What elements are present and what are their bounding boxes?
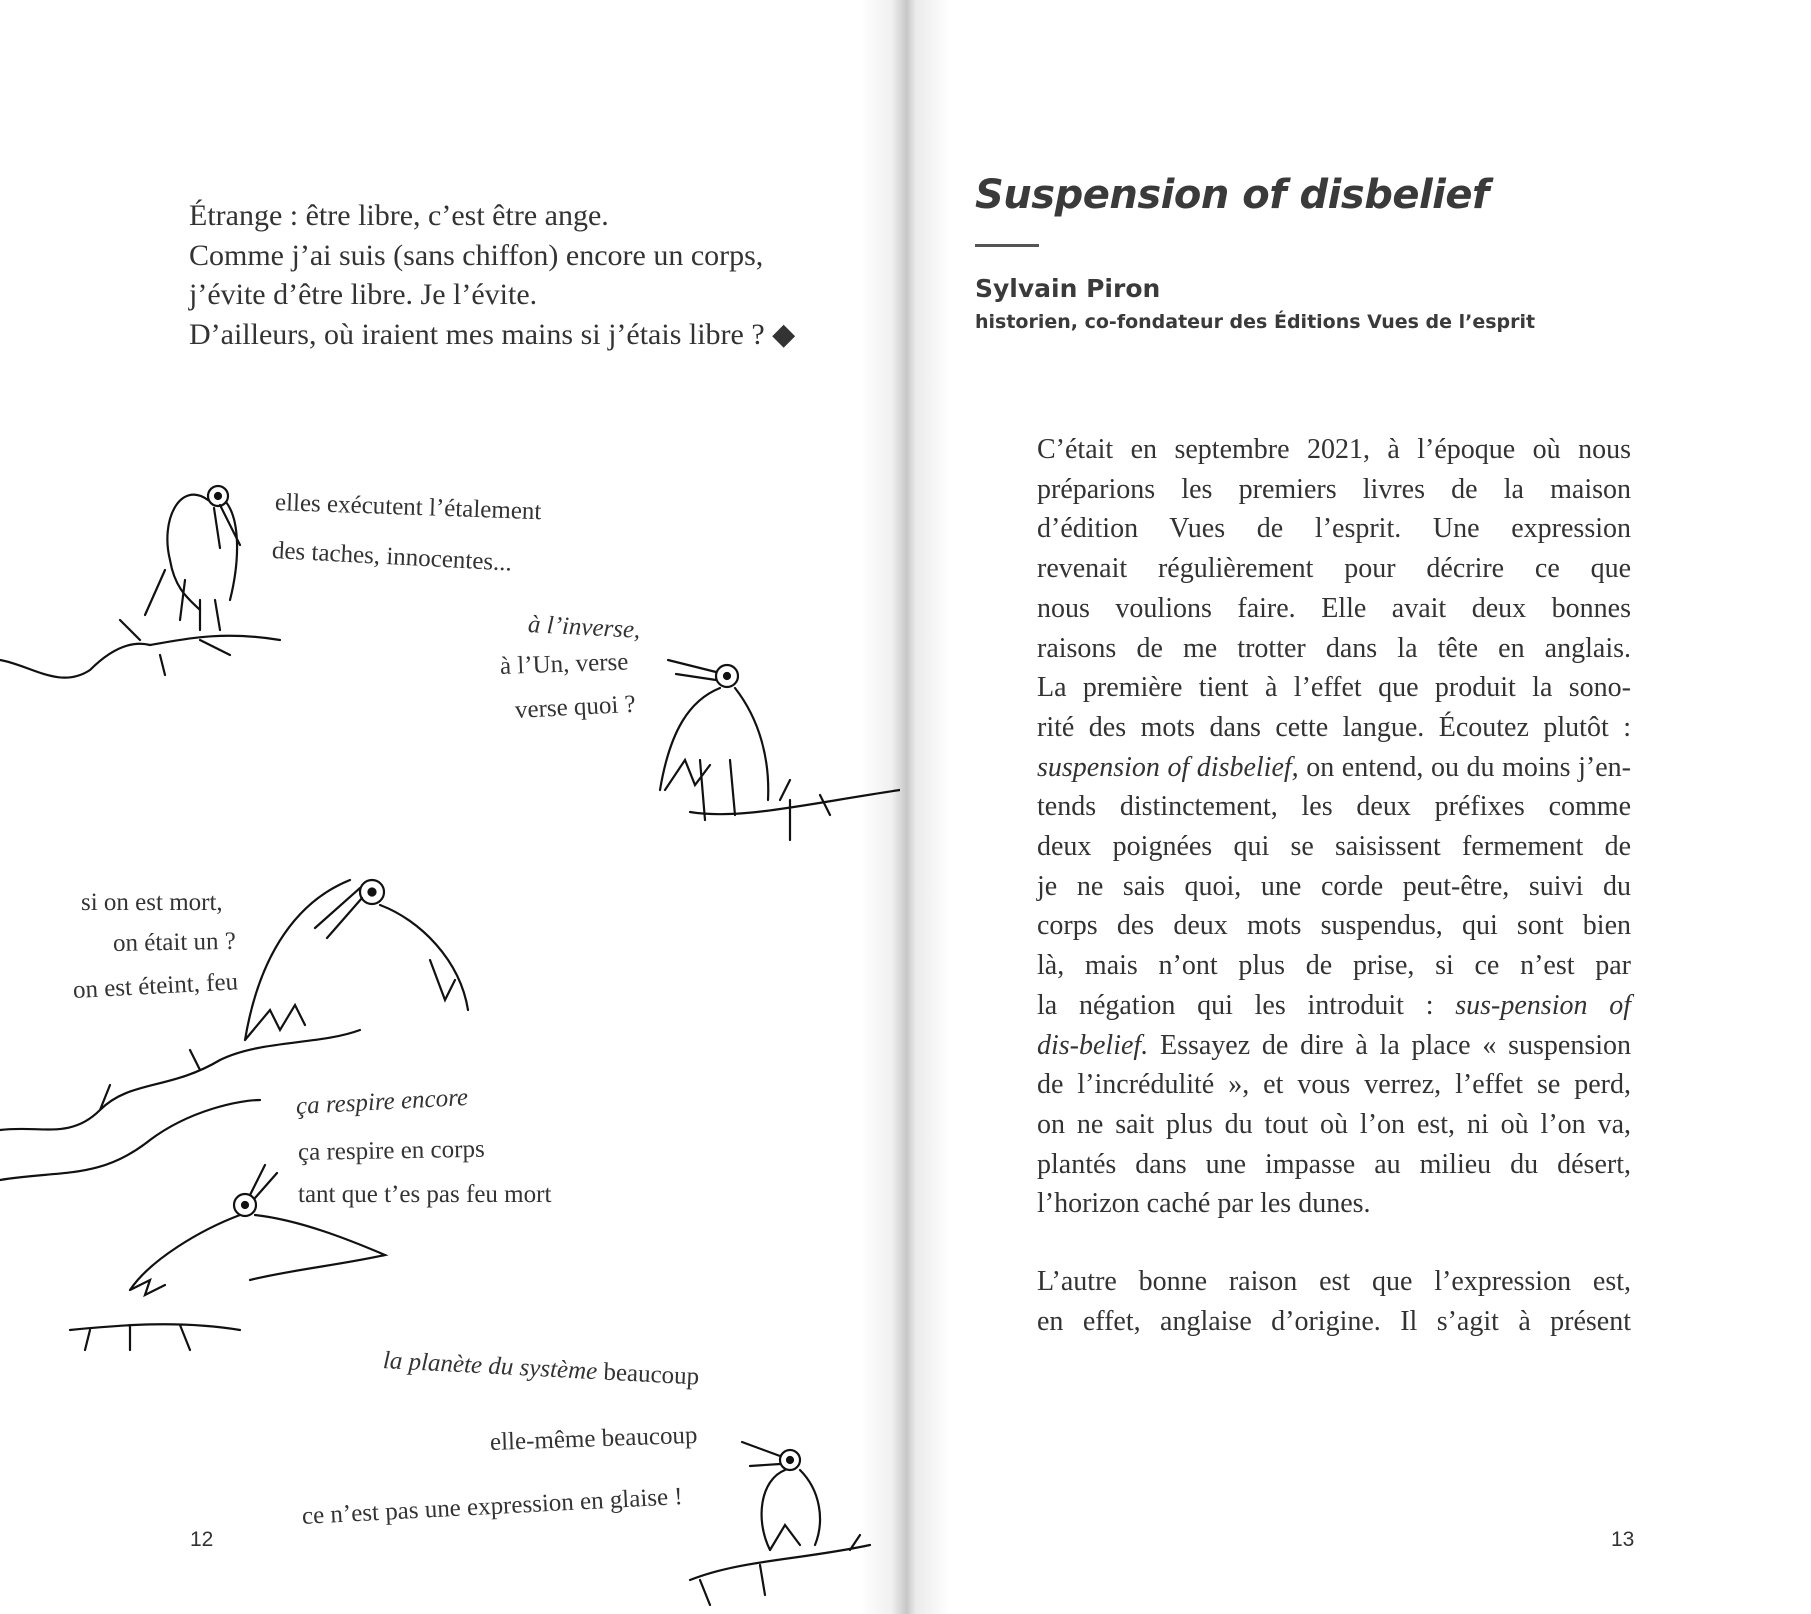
text: en effet, anglaise d’origine. Il s’agit à présent bbox=[1037, 1305, 1631, 1337]
italic-text: suspension of disbelief, bbox=[1037, 751, 1299, 783]
body-paragraph bbox=[1037, 430, 1631, 1224]
text-line bbox=[1037, 470, 1631, 510]
poem-line: Comme j’ai suis (sans chiffon) encore un corps, bbox=[189, 238, 764, 272]
text-line bbox=[1037, 589, 1631, 629]
text: C’était en septembre 2021, à l’époque où nous bbox=[1037, 434, 1631, 465]
text: on entend, ou du moins j’en- bbox=[1298, 751, 1631, 783]
text-line bbox=[1037, 748, 1631, 788]
text: de l’incrédulité », et vous verrez, l’effet se perd, bbox=[1037, 1069, 1631, 1101]
text: on ne sait plus du tout où l’on est, ni où l’on va, bbox=[1037, 1108, 1631, 1140]
italic-text: dis-belief. bbox=[1037, 1029, 1149, 1061]
text: deux poignées qui se saisissent fermement de bbox=[1037, 831, 1631, 863]
poem-line: D’ailleurs, où iraient mes mains si j’étais libre ? ◆ bbox=[189, 317, 796, 351]
bird-illustration-3 bbox=[0, 880, 468, 1180]
text: revenait régulièrement pour décrire ce que bbox=[1037, 553, 1631, 585]
scribble-text: verse quoi ? bbox=[514, 690, 637, 724]
scribble-text: ça respire encore bbox=[295, 1084, 469, 1120]
scribble-text: elles exécutent l’étalement bbox=[274, 489, 542, 526]
text-line bbox=[1037, 1184, 1631, 1224]
scribble-roman: beaucoup bbox=[596, 1358, 700, 1391]
text-line bbox=[1037, 1026, 1631, 1066]
text: raisons de me trotter dans la tête en anglais. bbox=[1037, 632, 1631, 664]
text-line bbox=[1037, 1145, 1631, 1185]
text-line bbox=[1037, 906, 1631, 946]
text-line bbox=[1037, 708, 1631, 748]
scribble-italic: la planète du système bbox=[382, 1347, 598, 1386]
text-line bbox=[1037, 1065, 1631, 1105]
scribble-text: à l’Un, verse bbox=[499, 648, 629, 680]
scribble-text: elle-même beaucoup bbox=[489, 1421, 698, 1456]
italic-text: sus-pension of bbox=[1455, 989, 1632, 1021]
title-divider bbox=[975, 244, 1039, 247]
text: l’horizon caché par les dunes. bbox=[1037, 1188, 1371, 1220]
text: là, mais n’ont plus de prise, si ce n’est par bbox=[1037, 950, 1631, 982]
text: tends distinctement, les deux préfixes comme bbox=[1037, 791, 1631, 823]
text-line bbox=[1037, 629, 1631, 669]
article-title: Suspension of disbelief bbox=[975, 172, 1489, 218]
scribble-text: tant que t’es pas feu mort bbox=[298, 1181, 552, 1208]
poem-line: Étrange : être libre, c’est être ange. bbox=[189, 199, 609, 232]
left-page bbox=[0, 0, 900, 1614]
text: la négation qui les introduit : bbox=[1037, 989, 1456, 1021]
scribble-text: on était un ? bbox=[112, 927, 237, 957]
text: préparions les premiers livres de la maison bbox=[1037, 473, 1631, 505]
text: rité des mots dans cette langue. Écoutez plutôt : bbox=[1037, 711, 1631, 743]
author-role: historien, co-fondateur des Éditions Vues de l’esprit bbox=[975, 311, 1536, 333]
scribble-text: à l’inverse, bbox=[527, 611, 642, 644]
text: Essayez de dire à la place « suspension bbox=[1148, 1029, 1631, 1061]
text: nous voulions faire. Elle avait deux bonnes bbox=[1037, 592, 1631, 624]
text: plantés dans une impasse au milieu du désert, bbox=[1037, 1148, 1631, 1180]
text-line bbox=[1037, 827, 1631, 867]
text-line bbox=[1037, 867, 1631, 907]
text: L’autre bonne raison est que l’expression est, bbox=[1037, 1266, 1631, 1297]
bird-illustration-5 bbox=[690, 1442, 870, 1605]
text-line bbox=[1037, 946, 1631, 986]
text-line bbox=[1037, 668, 1631, 708]
page-number: 12 bbox=[190, 1528, 214, 1551]
text-line bbox=[1037, 1302, 1631, 1342]
text: corps des deux mots suspendus, qui sont bien bbox=[1037, 910, 1631, 942]
author-name: Sylvain Piron bbox=[975, 274, 1161, 303]
text-line bbox=[1037, 1105, 1631, 1145]
scribble-text: on est éteint, feu bbox=[72, 968, 239, 1004]
text: La première tient à l’effet que produit la sono- bbox=[1037, 672, 1631, 704]
scribble-text: ça respire en corps bbox=[297, 1135, 485, 1166]
text-line bbox=[1037, 509, 1631, 549]
page-number: 13 bbox=[1611, 1528, 1635, 1551]
text: je ne sais quoi, une corde peut-être, suivi du bbox=[1037, 870, 1631, 902]
scribble-text: si on est mort, bbox=[81, 889, 223, 916]
text-line bbox=[1037, 549, 1631, 589]
text-line bbox=[1037, 787, 1631, 827]
scribble-text: des taches, innocentes... bbox=[271, 537, 513, 577]
text-line bbox=[1037, 986, 1631, 1026]
scribble-text: ce n’est pas une expression en glaise ! bbox=[301, 1483, 684, 1530]
text-line bbox=[1037, 430, 1631, 470]
text-line bbox=[1037, 1262, 1631, 1302]
body-paragraph bbox=[1037, 1262, 1631, 1341]
bird-illustration-1 bbox=[0, 486, 280, 678]
poem-line: j’évite d’être libre. Je l’évite. bbox=[189, 278, 538, 311]
text: d’édition Vues de l’esprit. Une expression bbox=[1037, 513, 1631, 545]
